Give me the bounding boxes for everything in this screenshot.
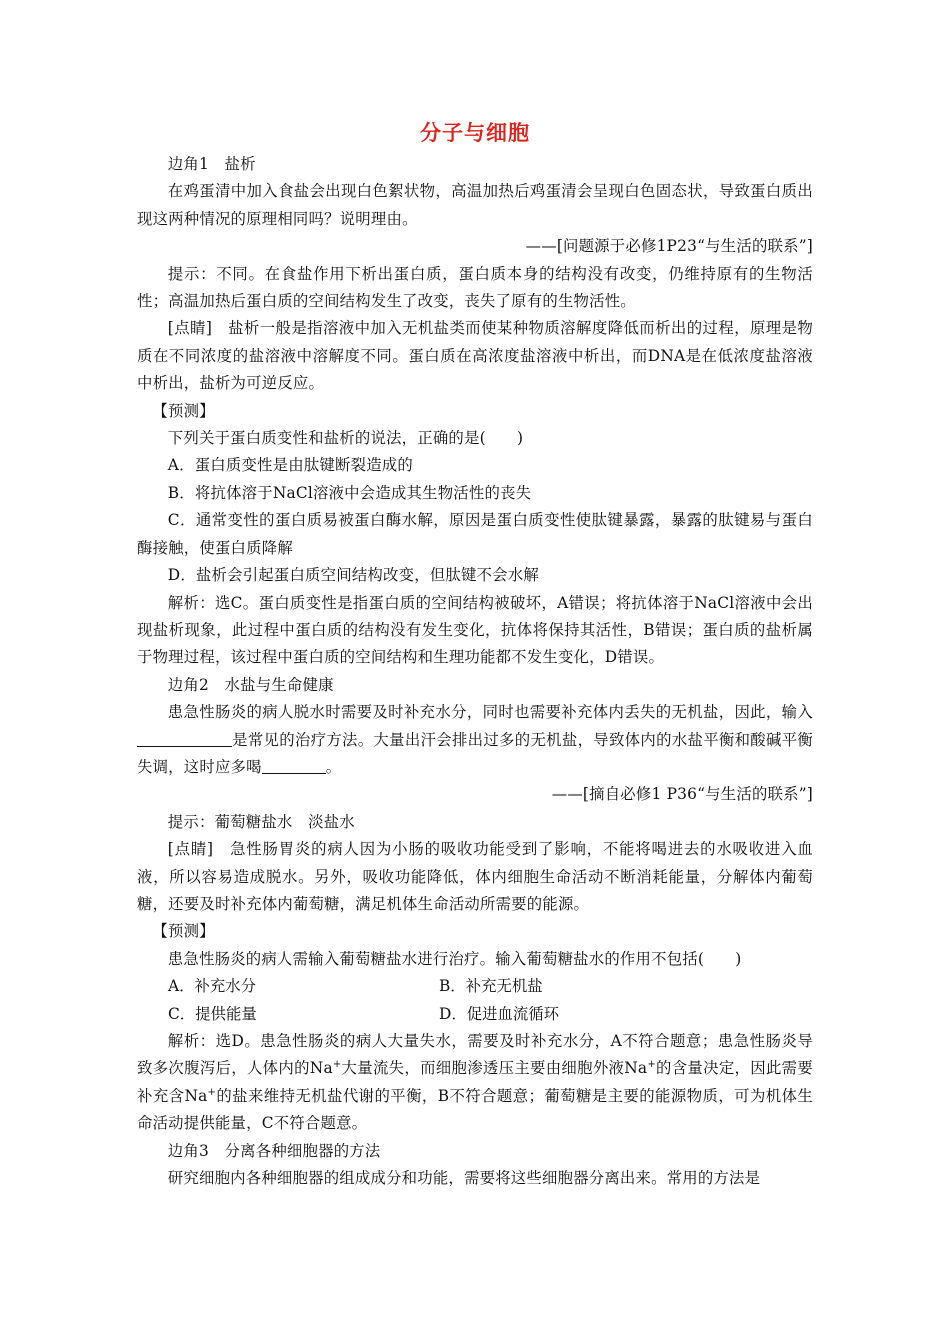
section-1-option-a: A．蛋白质变性是由肽键断裂造成的 [167,456,413,475]
section-2-option-d: D．促进血流循环 [439,1004,560,1023]
fill-blank-1 [137,730,232,747]
section-1-option-d: D．盐析会引起蛋白质空间结构改变，但肽键不会水解 [167,566,539,585]
section-2-question-part2: 是常见的治疗方法。大量出汗会排出过多的无机盐，导致体内的水盐平衡和酸碱平衡失调，这时应多喝 [137,730,813,776]
section-2-predict-question: 患急性肠炎的病人需输入葡萄糖盐水进行治疗。输入葡萄糖盐水的作用不包括( ) [167,949,742,968]
document-page [137,118,813,1192]
section-2-point: [点睛] 急性肠胃炎的病人因为小肠的吸收功能受到了影响，不能将喝进去的水吸收进入血液，所以容易造成脱水。另外，吸收功能降低，体内细胞生命活动不断消耗能量，分解体内葡萄糖，还要及时补充体内葡萄糖，满足机体生命活动所需要的能源。 [137,840,813,913]
section-2-option-c: C．提供能量 [168,1004,257,1023]
section-1-predict-question: 下列关于蛋白质变性和盐析的说法，正确的是( ) [167,429,524,448]
superscript-plus: + [332,1059,342,1071]
section-1-option-b: B．将抗体溶于NaCl溶液中会造成其生物活性的丧失 [167,483,532,502]
section-2-source: ——[摘自必修1 P36“与生活的联系”] [551,785,813,804]
section-2-hint: 提示：葡萄糖盐水 淡盐水 [167,812,355,831]
superscript-plus: + [207,1086,217,1098]
section-1-source: ——[问题源于必修1P23“与生活的联系”] [525,237,813,256]
section-1-question: 在鸡蛋清中加入食盐会出现白色絮状物，高温加热后鸡蛋清会呈现白色固态状，导致蛋白质出现这两种情况的原理相同吗？说明理由。 [137,182,813,228]
section-1-point: [点睛] 盐析一般是指溶液中加入无机盐类而使某种物质溶解度降低而析出的过程，原理是物质在不同浓度的盐溶液中溶解度不同。蛋白质在高浓度盐溶液中析出，而DNA是在低浓度盐溶液中析出，盐析为可逆反应。 [137,319,813,393]
section-2-heading: 边角2 水盐与生命健康 [167,675,334,694]
section-3-heading: 边角3 分离各种细胞器的方法 [167,1141,381,1160]
section-2-predict-label: 【预测】 [152,922,215,941]
section-2-analysis-part-c: 的含量决定，因此需要补充含Na [137,1059,813,1105]
section-2-options-row-1 [137,973,813,1000]
section-2-analysis-part-d: 的盐来维持无机盐代谢的平衡，B不符合题意；葡萄糖是主要的能源物质，可为机体生命活动提供能量，C不符合题意。 [137,1086,813,1133]
section-2-question-part1: 患急性肠炎的病人脱水时需要及时补充水分，同时也需要补充体内丢失的无机盐，因此，输入 [167,703,813,722]
section-2-option-b: B．补充无机盐 [439,977,543,996]
section-1-predict-label: 【预测】 [152,401,215,420]
superscript-plus: + [647,1059,656,1071]
section-1-heading: 边角1 盐析 [167,155,256,173]
section-2-question [137,699,813,781]
fill-blank-2 [262,757,326,774]
section-2-question-part3: 。 [325,757,342,776]
section-2-analysis-part-a: 解析：选D。患急性肠炎的病人大量失水，需要及时补充水分，A不符合题意；患急性肠炎导致多次腹泻后，人体内的Na [137,1032,813,1078]
section-2-analysis-part-b: 大量流失，而细胞渗透压主要由细胞外液Na [341,1059,648,1078]
section-2-option-a: A．补充水分 [168,977,257,996]
page-title: 分子与细胞 [420,120,530,145]
section-1-option-c: C．通常变性的蛋白质易被蛋白酶水解，原因是蛋白质变性使肽键暴露，暴露的肽键易与蛋白酶接触，使蛋白质降解 [137,511,813,557]
section-2-options-row-2 [137,1001,813,1028]
section-1-hint: 提示：不同。在食盐作用下析出蛋白质，蛋白质本身的结构没有改变，仍维持原有的生物活性；高温加热后蛋白质的空间结构发生了改变，丧失了原有的生物活性。 [137,264,813,311]
section-3-text: 研究细胞内各种细胞器的组成成分和功能，需要将这些细胞器分离出来。常用的方法是 [167,1169,761,1188]
section-2-analysis [137,1028,813,1138]
section-1-analysis: 解析：选C。蛋白质变性是指蛋白质的空间结构被破坏，A错误；将抗体溶于NaCl溶液中会出现盐析现象，此过程中蛋白质的结构没有发生变化，抗体将保持其活性，B错误；蛋白质的盐析属于物理过程，该过程中蛋白质的空间结构和生理功能都不发生变化，D错误。 [137,593,813,667]
